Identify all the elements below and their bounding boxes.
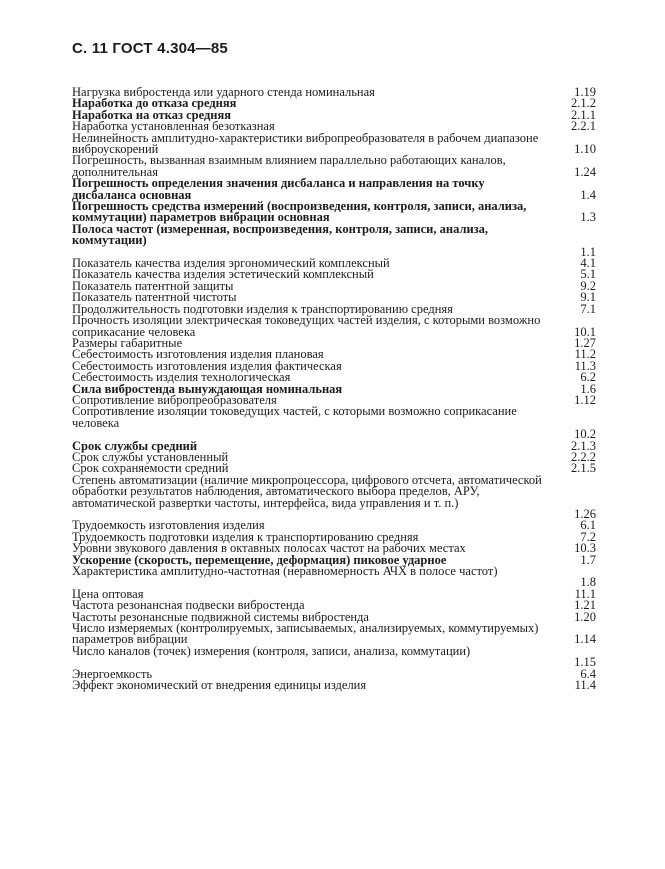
entry-term: Погрешность средства измерений (воспроизведения, контроля, записи, анализа, коммутации) параметров вибрации основная	[72, 199, 527, 225]
entry-term: Прочность изоляции электрическая токоведущих частей изделия, с которыми возможно соприкасание человека	[72, 313, 541, 339]
entry-term: Ускорение (скорость, перемещение, деформация) пиковое ударное	[72, 552, 447, 567]
entry-term: Полоса частот (измеренная, воспроизведения, контроля, записи, анализа, коммутации)	[72, 221, 489, 248]
entry-section-number: 1.8	[580, 575, 596, 590]
entry-term: Показатель патентной защиты	[72, 278, 234, 293]
entry-term: Цена оптовая	[72, 586, 144, 601]
index-entry	[72, 201, 606, 224]
index-entry	[72, 680, 606, 691]
index-entry	[72, 178, 606, 201]
entry-section-number: 1.6	[580, 381, 596, 396]
entry-section-number: 10.2	[574, 427, 596, 442]
entry-term: Продолжительность подготовки изделия к транспортированию средняя	[72, 301, 453, 316]
entry-section-number: 2.1.1	[571, 107, 596, 122]
entry-term: Уровни звукового давления в октавных полосах частот на рабочих местах	[72, 541, 466, 556]
index-entry	[72, 221, 606, 259]
entry-term: Частоты резонансные подвижной системы вибростенда	[72, 609, 369, 624]
entry-term: Сопротивление вибропреобразователя	[72, 392, 277, 407]
entry-term: Трудоемкость подготовки изделия к транспортированию средняя	[72, 529, 419, 544]
index-entry	[72, 472, 606, 521]
entry-section-number: 1.19	[574, 85, 596, 99]
entry-term: Показатель патентной чистоты	[72, 290, 237, 305]
entry-section-number: 11.2	[574, 347, 596, 362]
entry-term: Степень автоматизации (наличие микропроцессора, цифрового отсчета, автоматической обработки результатов наблюдения, автоматического выбора пределов, АРУ, автоматической развертки частоты, интерфейса, вида управления и т. п.)	[72, 472, 542, 510]
entry-term: Наработка установленная безотказная	[72, 119, 275, 134]
entry-term: Наработка на отказ средняя	[72, 107, 232, 122]
entry-term: Показатель качества изделия эстетический комплексный	[72, 267, 374, 282]
index-entry	[72, 315, 606, 338]
entry-section-number: 11.4	[574, 678, 596, 693]
index-entry	[72, 623, 606, 646]
entry-term: Число каналов (точек) измерения (контроля, записи, анализа, коммутации)	[72, 643, 471, 658]
entry-term: Характеристика амплитудно-частотная (неравномерность АЧХ в полосе частот)	[72, 564, 498, 579]
entry-term: Размеры габаритные	[72, 335, 183, 350]
entry-section-number: 6.4	[580, 666, 596, 681]
entry-section-number: 1.3	[580, 210, 596, 225]
entry-section-number: 2.1.5	[571, 461, 596, 476]
entry-section-number: 10.3	[574, 541, 596, 556]
entry-section-number: 7.2	[580, 529, 596, 544]
entry-section-number: 1.15	[574, 655, 596, 670]
entry-term: Погрешность, вызванная взаимным влиянием параллельно работающих каналов, дополнительная	[72, 153, 506, 179]
index-entry	[72, 406, 606, 440]
entry-section-number: 7.1	[580, 301, 596, 316]
entry-section-number: 2.1.3	[571, 438, 596, 453]
entry-term: Эффект экономический от внедрения единицы изделия	[72, 678, 367, 693]
entry-section-number: 1.12	[574, 392, 596, 407]
entry-section-number: 1.10	[574, 142, 596, 157]
entry-term: Погрешность определения значения дисбаланса и направления на точку дисбаланса основная	[72, 176, 485, 202]
entry-section-number: 10.1	[574, 324, 596, 339]
entry-section-number: 4.1	[580, 256, 596, 271]
entry-term: Энергоемкость	[72, 666, 153, 681]
entry-term: Себестоимость изделия технологическая	[72, 370, 291, 385]
index-entry	[72, 643, 606, 670]
entry-section-number: 5.1	[580, 267, 596, 282]
entry-section-number: 1.27	[574, 335, 596, 350]
entry-section-number: 2.2.2	[571, 449, 596, 464]
page-header: С. 11 ГОСТ 4.304—85	[72, 40, 228, 57]
entry-term: Показатель качества изделия эргономический комплексный	[72, 256, 390, 271]
index-entry	[72, 155, 606, 178]
entry-term: Срок сохраняемости средний	[72, 461, 229, 476]
entry-section-number: 1.1	[580, 244, 596, 259]
entry-section-number: 11.1	[574, 586, 596, 601]
entry-section-number: 1.24	[574, 164, 596, 179]
entry-section-number: 6.1	[580, 518, 596, 533]
entry-section-number: 2.1.2	[571, 96, 596, 111]
entry-section-number: 1.4	[580, 187, 596, 202]
entry-term: Нелинейность амплитудно-характеристики вибропреобразователя в рабочем диапазоне виброускорений	[72, 130, 539, 157]
entry-term: Трудоемкость изготовления изделия	[72, 518, 265, 533]
entry-section-number: 2.2.1	[571, 119, 596, 134]
entry-term: Себестоимость изготовления изделия плановая	[72, 347, 324, 362]
entry-term: Число измеряемых (контролируемых, записываемых, анализируемых, коммутируемых) параметров вибрации	[72, 621, 539, 647]
entry-section-number: 1.7	[580, 552, 596, 567]
entry-section-number: 9.1	[580, 290, 596, 305]
entry-section-number: 1.21	[574, 598, 596, 613]
index-list	[72, 87, 606, 691]
entry-section-number: 11.3	[574, 358, 596, 373]
entry-section-number: 1.26	[574, 506, 596, 521]
entry-section-number: 1.20	[574, 609, 596, 624]
entry-term: Нагрузка вибростенда или ударного стенда номинальная	[72, 85, 375, 99]
entry-term: Себестоимость изготовления изделия фактическая	[72, 358, 342, 373]
entry-section-number: 1.14	[574, 632, 596, 647]
entry-term: Частота резонансная подвески вибростенда	[72, 598, 305, 613]
entry-term: Срок службы установленный	[72, 449, 229, 464]
entry-section-number: 6.2	[580, 370, 596, 385]
index-entry	[72, 566, 606, 589]
entry-term: Срок службы средний	[72, 438, 198, 453]
entry-term: Сила вибростенда вынуждающая номинальная	[72, 381, 343, 396]
entry-section-number: 9.2	[580, 278, 596, 293]
index-entry	[72, 130, 606, 157]
entry-term: Наработка до отказа средняя	[72, 96, 237, 111]
entry-term: Сопротивление изоляции токоведущих частей, с которыми возможно соприкасание человека	[72, 404, 517, 430]
